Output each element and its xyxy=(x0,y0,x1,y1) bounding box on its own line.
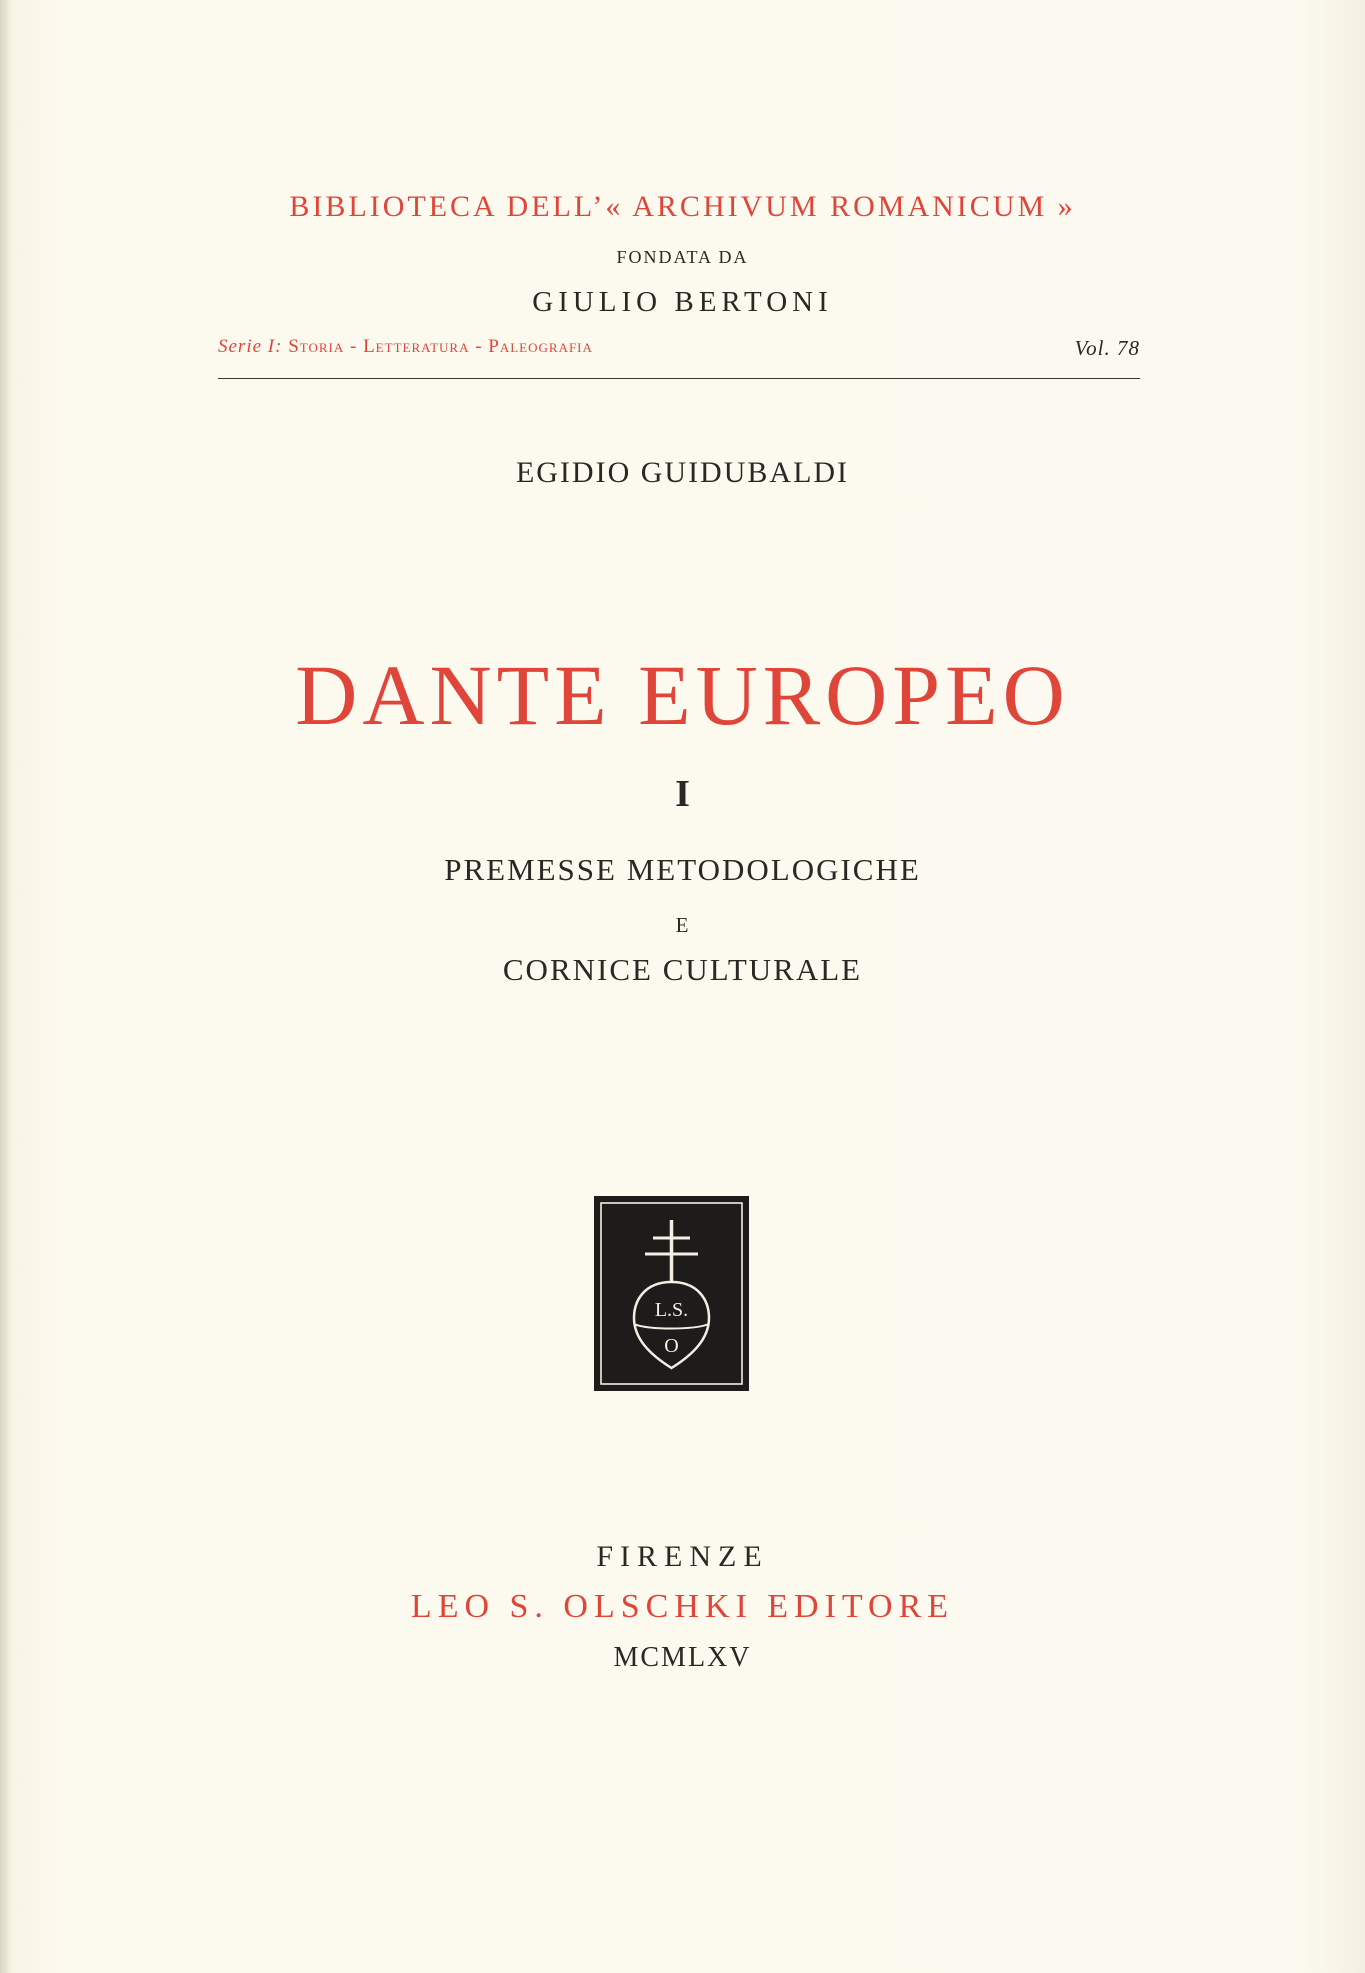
imprint-year: MCMLXV xyxy=(613,1642,752,1673)
author-name: EGIDIO GUIDUBALDI xyxy=(515,456,850,489)
series-line xyxy=(218,336,1140,366)
imprint-city: FIRENZE xyxy=(596,1540,769,1573)
logo-initials: L.S. xyxy=(654,1299,689,1321)
founded-by-label: FONDATA DA xyxy=(616,247,749,267)
series-label xyxy=(218,336,593,358)
subtitle-line-1: PREMESSE METODOLOGICHE xyxy=(444,852,921,887)
founder-name: GIULIO BERTONI xyxy=(532,286,833,318)
publisher-mark-icon xyxy=(594,1196,749,1391)
volume-number: I xyxy=(675,773,690,815)
logo-letter: O xyxy=(664,1335,679,1357)
header-divider xyxy=(218,378,1140,379)
subtitle-line-2: CORNICE CULTURALE xyxy=(502,952,863,987)
series-prefix: Serie I: xyxy=(218,336,283,357)
series-subjects: Storia - Letteratura - Paleografia xyxy=(288,336,593,357)
volume-label: Vol. 78 xyxy=(1074,336,1140,360)
series-title: BIBLIOTECA DELL’« ARCHIVUM ROMANICUM » xyxy=(289,190,1076,223)
book-title: DANTE EUROPEO xyxy=(295,647,1070,743)
subtitle-conjunction: E xyxy=(675,913,690,937)
imprint-publisher: LEO S. OLSCHKI EDITORE xyxy=(410,1588,955,1625)
